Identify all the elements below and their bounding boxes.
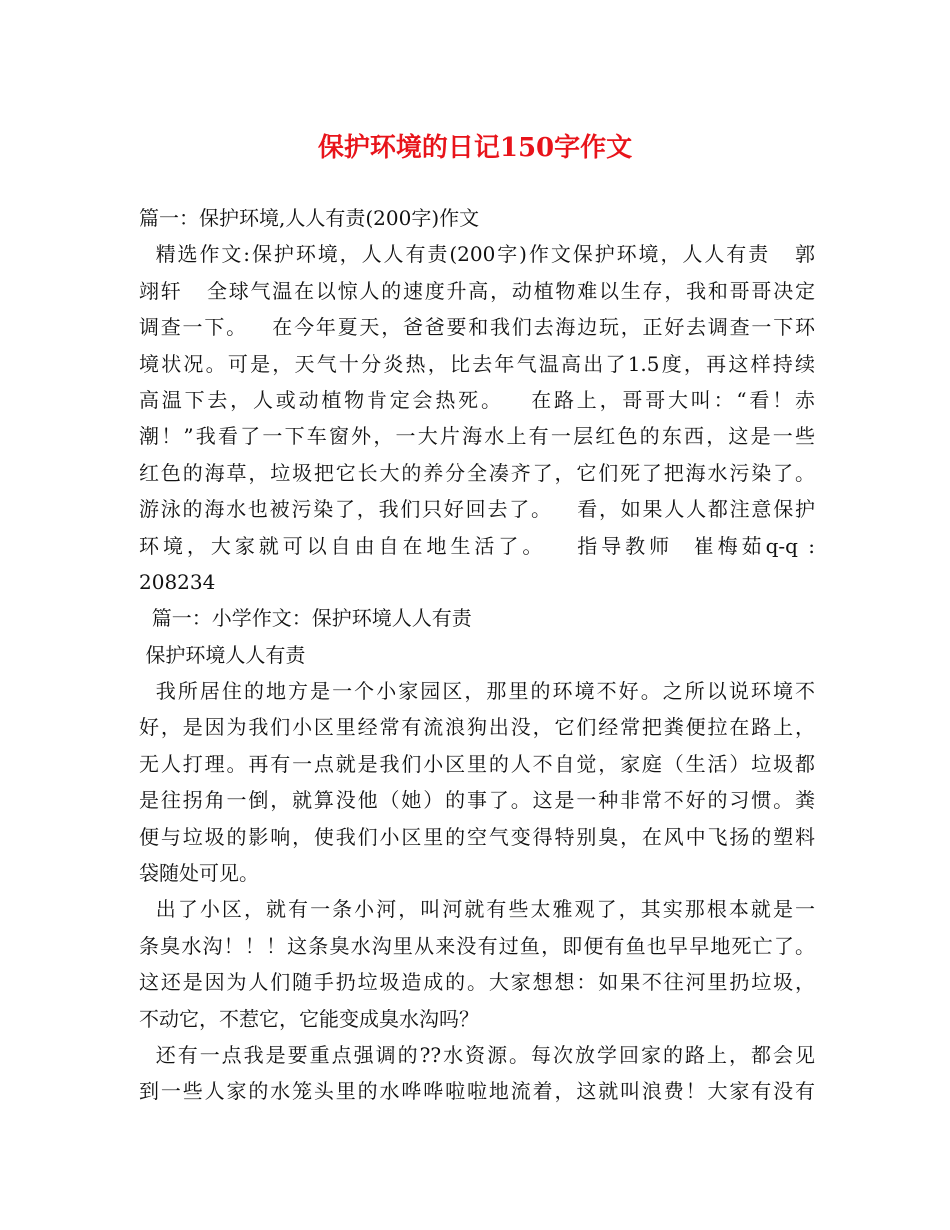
- text-line: 到一些人家的水笼头里的水哗哗啦啦地流着，这就叫浪费！大家有没有: [139, 1079, 815, 1104]
- text-line: 条臭水沟！！！这条臭水沟里从来没有过鱼，即便有鱼也早早地死亡了。: [139, 933, 815, 958]
- text-line: 好，是因为我们小区里经常有流浪狗出没，它们经常把粪便拉在路上，: [139, 715, 815, 740]
- text-line: 高温下去，人或动植物肯定会热死。 在路上，哥哥大叫：“看！赤: [139, 387, 815, 412]
- document-body: [139, 200, 815, 1110]
- text-line: 还有一点我是要重点强调的??水资源。每次放学回家的路上，都会见: [139, 1042, 815, 1067]
- text-line: 这还是因为人们随手扔垃圾造成的。大家想想：如果不往河里扔垃圾，: [139, 970, 815, 995]
- text-line: 便与垃圾的影响，使我们小区里的空气变得特别臭，在风中飞扬的塑料: [139, 824, 815, 849]
- text-line: 保护环境人人有责: [139, 642, 306, 667]
- text-line: 篇一：小学作文：保护环境人人有责: [139, 606, 472, 631]
- text-line: 翊轩 全球气温在以惊人的速度升高，动植物难以生存，我和哥哥决定: [139, 278, 815, 303]
- text-line: 境状况。可是，天气十分炎热，比去年气温高出了1.5度，再这样持续: [139, 351, 815, 376]
- text-line: 208234: [139, 569, 216, 594]
- text-line: 袋随处可见。: [139, 861, 259, 886]
- text-line: 潮！”我看了一下车窗外，一大片海水上有一层红色的东西，这是一些: [139, 424, 815, 449]
- page-title: 保护环境的日记150字作文: [317, 133, 633, 163]
- text-line: 无人打理。再有一点就是我们小区里的人不自觉，家庭（生活）垃圾都: [139, 751, 815, 776]
- text-line: 游泳的海水也被污染了，我们只好回去了。 看，如果人人都注意保护: [139, 497, 815, 522]
- text-line: 我所居住的地方是一个小家园区，那里的环境不好。之所以说环境不: [139, 679, 815, 704]
- text-line: 调查一下。 在今年夏天，爸爸要和我们去海边玩，正好去调查一下环: [139, 315, 815, 340]
- text-line: 精选作文:保护环境，人人有责(200字)作文保护环境，人人有责 郭: [139, 242, 815, 267]
- text-line: 是往拐角一倒，就算没他（她）的事了。这是一种非常不好的习惯。粪: [139, 788, 815, 813]
- text-line: 不动它，不惹它，它能变成臭水沟吗？: [139, 1006, 479, 1031]
- text-line: 环境，大家就可以自由自在地生活了。 指导教师 崔梅茹q-q :: [139, 533, 815, 558]
- text-line: 出了小区，就有一条小河，叫河就有些太雅观了，其实那根本就是一: [139, 897, 815, 922]
- text-line: 篇一：保护环境,人人有责(200字)作文: [139, 206, 480, 230]
- text-line: 红色的海草，垃圾把它长大的养分全凑齐了，它们死了把海水污染了。: [139, 460, 815, 485]
